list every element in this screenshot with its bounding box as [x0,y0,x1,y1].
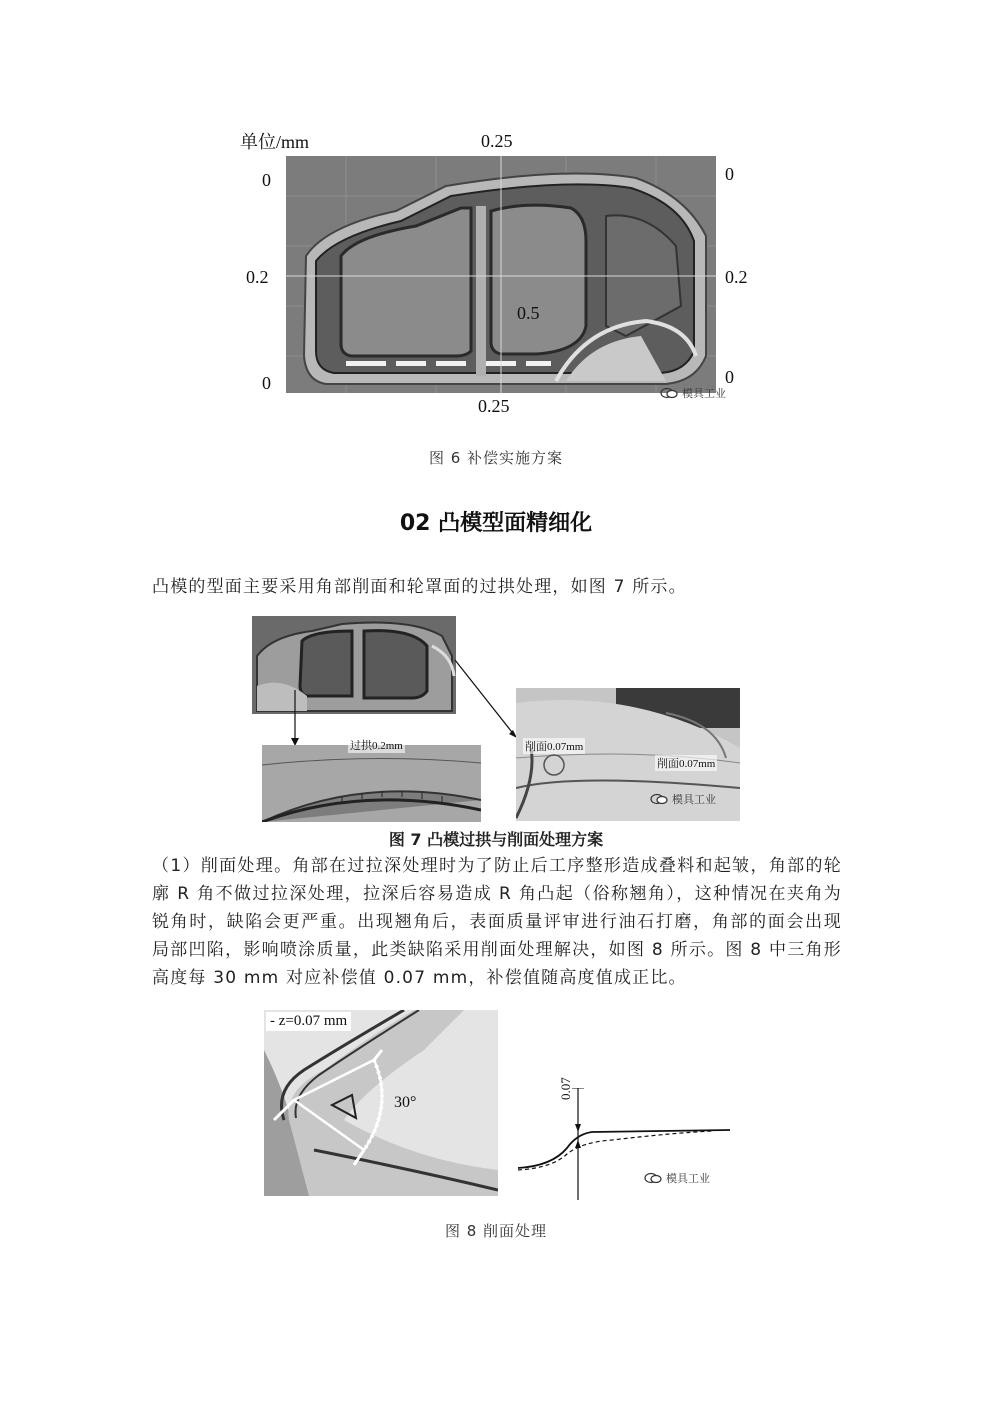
fig6-caption: 图 6 补偿实施方案 [428,449,564,467]
fig6-watermark [660,385,726,401]
intro-paragraph: 凸模的型面主要采用角部削面和轮罩面的过拱处理，如图 7 所示。 [152,577,687,597]
fig7-caption: 图 7 凸模过拱与削面处理方案 [388,830,604,849]
fig8-z-label: - z=0.07 mm [266,1012,351,1031]
figure6-image [286,156,716,393]
fig7-watermark [650,791,716,807]
fig7-label-cut2: 削面0.07mm [655,755,717,771]
fig7-label-cut1: 削面0.07mm [523,738,585,754]
fig6-label-left-mid: 0.2 [246,267,269,287]
fig6-label-right-mid: 0.2 [725,267,748,287]
fig6-label-bottom: 0.25 [478,396,510,416]
fig7-label-overcrown: 过拱0.2mm [348,737,405,753]
fig8-watermark [644,1170,710,1186]
figure7-overcrown-image [262,745,481,822]
unit-label: 单位/mm [240,132,310,152]
wechat-icon [644,1172,662,1184]
wechat-icon [650,793,668,805]
fig6-label-left-bottom: 0 [262,373,271,393]
fig7-watermark-text: 模具工业 [672,793,716,806]
fig8-dim-label: 0.07 [558,1077,573,1100]
fig6-label-top: 0.25 [481,131,513,151]
body-paragraph: （1）削面处理。角部在过拉深处理时为了防止后工序整形造成叠料和起皱，角部的轮廓 R 角不做过拉深处理，拉深后容易造成 R 角凸起（俗称翘角），这种情况在夹角为锐角时，缺陷会更严重。出现翘角后，表面质量评审进行油石打磨，角部的面会出现局部凹陷，影响喷涂质量，此类缺陷采用削面处理解决，如图 8 所示。图 8 中三角形高度每 30 mm 对应补偿值 0.07 mm，补偿值随高度值成正比。 [152,856,843,988]
fig6-watermark-text: 模具工业 [682,387,726,400]
fig6-label-left-top: 0 [262,170,271,190]
fig6-label-inner: 0.5 [517,303,540,323]
fig8-watermark-text: 模具工业 [666,1172,710,1185]
fig6-label-right-bottom: 0 [725,367,734,387]
figure8-cut-image [264,1010,498,1196]
fig7-arrows [255,640,525,750]
fig6-label-right-top: 0 [725,164,734,184]
fig8-angle-label: 30° [394,1094,417,1111]
section-title: 02 凸模型面精细化 [399,511,593,536]
wechat-icon [660,387,678,399]
fig8-caption: 图 8 削面处理 [444,1222,548,1240]
